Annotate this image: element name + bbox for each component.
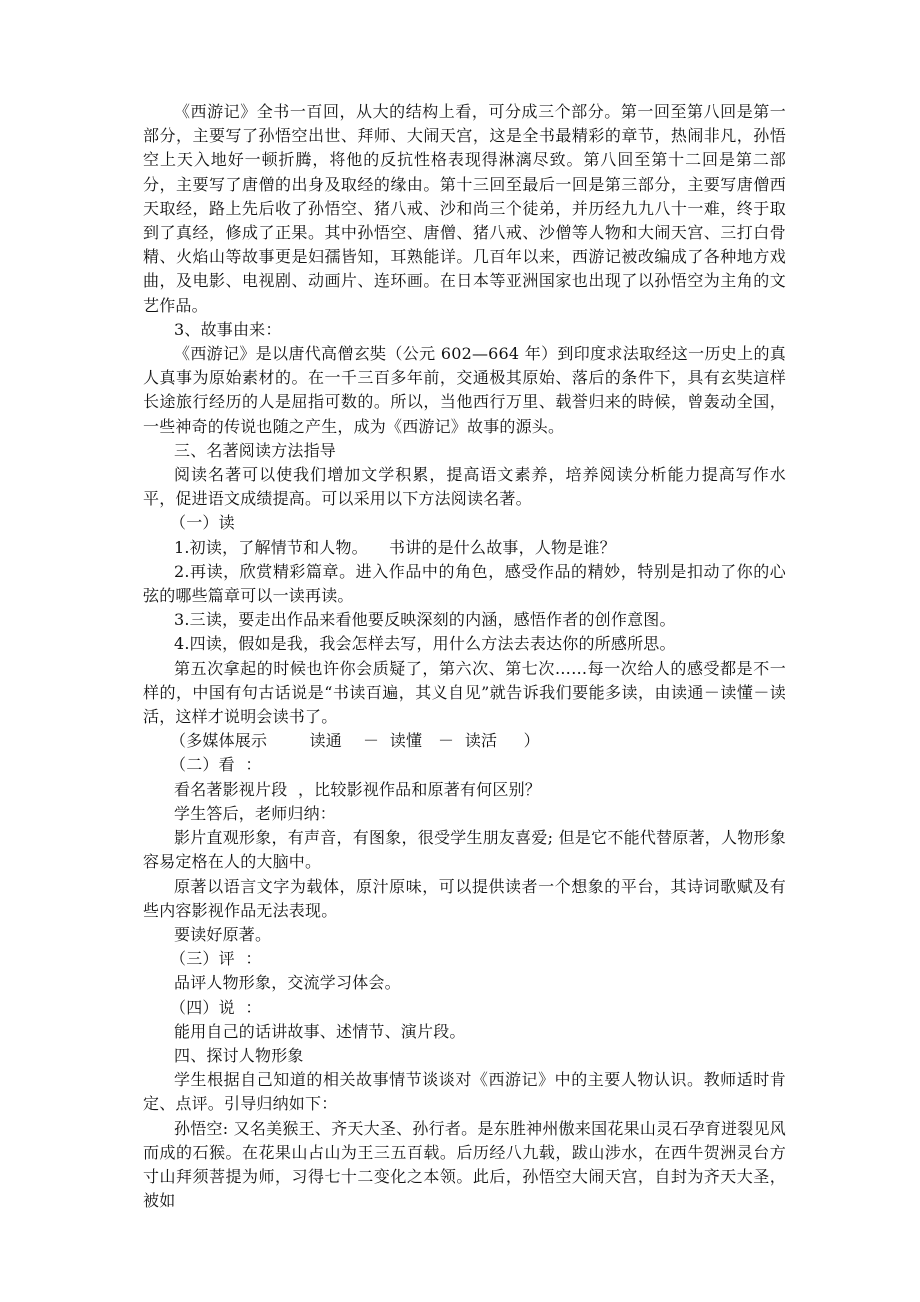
paragraph-reading-method-intro: 阅读名著可以使我们增加文学积累，提高语文素养，培养阅读分析能力提高写作水平，促进语文成绩提高。可以采用以下方法阅读名著。 — [143, 465, 786, 509]
paragraph-read-original: 要读好原著。 — [174, 924, 272, 944]
paragraph-story-origin: 《西游记》是以唐代高僧玄奘（公元 602—664 年）到印度求法取经这一历史上的真人真事为原始素材的。在一千三百多年前，交通极其原始、落后的条件下，具有玄奘這样长途旅行经历的人是屈指可数的。所以，当他西行万里、载誉归来的時候，曾轰动全国，一些神奇的传说也随之产生，成为《西游记》故事的源头。 — [143, 344, 786, 436]
subheading-read: （一）读 — [170, 513, 235, 533]
paragraph-structure-overview: 《西游记》全书一百回，从大的结构上看，可分成三个部分。第一回至第八回是第一部分，主要写了孙悟空出世、拜师、大闹天宫，这是全书最精彩的章节，热闹非凡，孙悟空上天入地好一顿折腾，将他的反抗性格表现得淋漓尽致。第八回至第十二回是第二部分，主要写了唐僧的出身及取经的缘由。第十三回至最后一回是第三部分，主要写唐僧西天取经，路上先后收了孙悟空、猪八戒、沙和尚三个徒弟，并历经九九八十一难，终于取到了真经，修成了正果。其中孙悟空、唐僧、猪八戒、沙僧等人物和大闹天宫、三打白骨精、火焰山等故事更是妇孺皆知，耳熟能详。几百年以来，西游记被改编成了各种地方戏曲，及电影、电视剧、动画片、连环画。在日本等亚洲国家也出现了以孙悟空为主角的文艺作品。 — [143, 102, 786, 315]
document-page — [143, 100, 786, 1213]
paragraph-teacher-summary: 学生答后，老师归纳： — [174, 803, 337, 823]
paragraph-original-features: 原著以语言文字为载体，原汁原味，可以提供读者一个想象的平台，其诗词歌赋及有些内容影视作品无法表现。 — [143, 876, 786, 920]
heading-character-discussion: 四、探讨人物形象 — [174, 1045, 304, 1065]
heading-reading-method: 三、名著阅读方法指导 — [174, 440, 337, 460]
list-item-third-read: 3.三读，要走出作品来看他要反映深刻的内涵，感悟作者的创作意图。 — [174, 610, 676, 630]
paragraph-speak-task: 能用自己的话讲故事、述情节、演片段。 — [174, 1021, 466, 1041]
paragraph-sun-wukong: 孙悟空: 又名美猴王、齐天大圣、孙行者。是东胜神州傲来国花果山灵石孕育迸裂见风而成的石猴。在花果山占山为王三五百载。后历经八九载，跋山涉水，在西牛贺洲灵台方寸山拜须菩提为师，习得七十二变化之本领。此后，孙悟空大闹天宫，自封为齐天大圣，被如 — [143, 1118, 786, 1211]
list-item-fourth-read: 4.四读，假如是我，我会怎样去写，用什么方法去表达你的所感所思。 — [174, 634, 676, 654]
paragraph-comment-task: 品评人物形象，交流学习体会。 — [174, 973, 401, 993]
paragraph-film-features: 影片直观形象，有声音，有图象，很受学生朋友喜爱; 但是它不能代替原著，人物形象容易定格在人的大脑中。 — [143, 828, 786, 872]
subheading-comment: （三）评 ： — [170, 949, 262, 969]
paragraph-character-discussion: 学生根据自己知道的相关故事情节谈谈对《西游记》中的主要人物认识。教师适时肯定、点评。引导归纳如下： — [143, 1070, 786, 1114]
multimedia-display-note: （多媒体展示 读通 － 读懂 － 读活 ） — [170, 731, 540, 751]
list-item-first-read: 1.初读，了解情节和人物。 书讲的是什么故事，人物是谁？ — [174, 537, 616, 557]
list-item-second-read: 2.再读，欣赏精彩篇章。进入作品中的角色，感受作品的精妙，特别是扣动了你的心弦的哪些篇章可以一读再读。 — [143, 561, 786, 606]
subheading-speak: （四）说 ： — [170, 997, 262, 1017]
heading-story-origin: 3、故事由来： — [174, 319, 282, 339]
paragraph-reread: 第五次拿起的时候也许你会质疑了，第六次、第七次……每一次给人的感受都是不一样的，中国有句古话说是“书读百遍，其义自见”就告诉我们要能多读，由读通－读懂－读活，这样才说明会读书了。 — [143, 658, 786, 727]
paragraph-watch-task: 看名著影视片段 ，比较影视作品和原著有何区别？ — [174, 779, 541, 799]
subheading-watch: （二）看 ： — [170, 755, 262, 775]
